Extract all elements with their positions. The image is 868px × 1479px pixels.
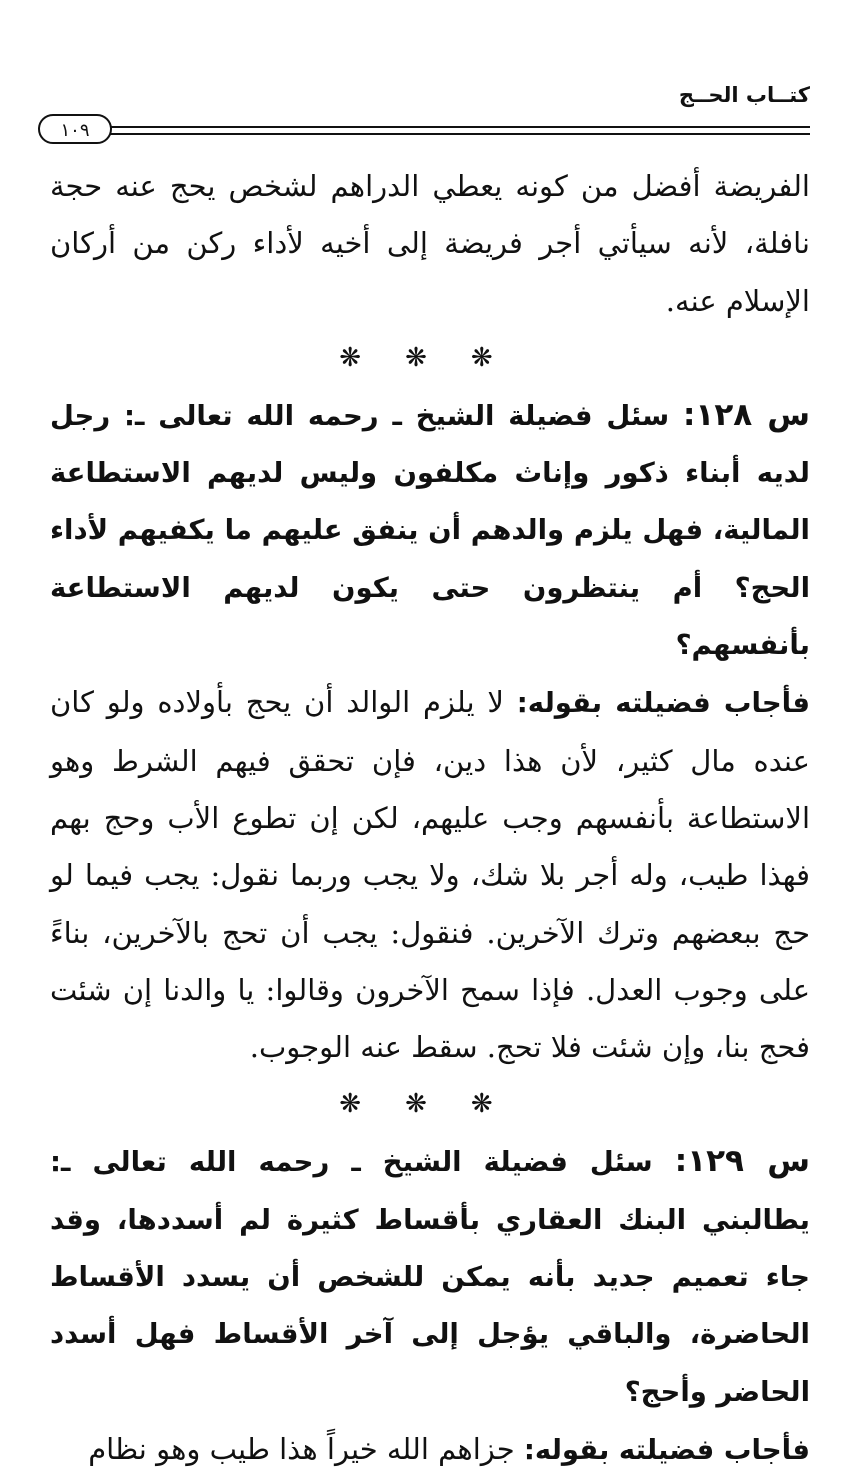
section-separator [50, 1076, 810, 1133]
paragraph-continuation: الفريضة أفضل من كونه يعطي الدراهم لشخص يحج عنه حجة نافلة، لأنه سيأتي أجر فريضة إلى أخيه لأداء ركن من أركان الإسلام عنه. [50, 169, 810, 318]
question-text: سئل فضيلة الشيخ ـ رحمه الله تعالى ـ: يطالبني البنك العقاري بأقساط كثيرة لم أسددها، وقد جاء تعميم جديد بأنه يمكن للشخص أن يسدد الأقساط الحاضرة، والباقي يؤجل إلى آخر الأقساط فهل أسدد الحاضر وأحج؟ [50, 1146, 810, 1408]
asterism-icon: ❋ [405, 342, 455, 373]
header-rule [110, 126, 810, 135]
asterism-icon: ❋ [339, 1089, 390, 1120]
answer-text: لا يلزم الوالد أن يحج بأولاده ولو كان عنده مال كثير، لأن هذا دين، فإن تحقق فيهم الشرط وهو الاستطاعة بأنفسهم وجب عليهم، لكن إن تطوع الأب وحج بهم فهذا طيب، وله أجر بلا شك، ولا يجب وربما نقول: يجب فيما لو حج ببعضهم وترك الآخرين. فنقول: يجب أن تحج بالآخرين، بناءً على وجوب العدل. فإذا سمح الآخرون وقالوا: يا والدنا إن شئت فحج بنا، وإن شئت فلا تحج. سقط عنه الوجوب. [50, 685, 810, 1065]
question-128 [50, 387, 810, 674]
question-129 [50, 1133, 810, 1420]
answer-129 [50, 1421, 810, 1479]
page-content [50, 158, 810, 1479]
answer-lead: فأجاب فضيلته بقوله: [523, 1433, 810, 1466]
answer-128 [50, 674, 810, 1076]
asterism-icon: ❋ [470, 342, 521, 373]
asterism-icon: ❋ [405, 1089, 455, 1120]
section-separator [50, 330, 810, 387]
answer-lead: فأجاب فضيلته بقوله: [516, 687, 811, 720]
question-number: س ١٢٨: [683, 396, 810, 433]
book-title: كتــاب الحــج [678, 83, 810, 107]
page-number: ١٠٩ [38, 114, 112, 144]
asterism-icon: ❋ [339, 342, 390, 373]
answer-text: جزاهم الله خيراً هذا طيب وهو نظام [88, 1431, 515, 1466]
asterism-icon: ❋ [470, 1089, 521, 1120]
question-number: س ١٢٩: [674, 1143, 810, 1180]
question-text: سئل فضيلة الشيخ ـ رحمه الله تعالى ـ: رجل لديه أبناء ذكور وإناث مكلفون وليس لديهم الاستطاعة المالية، فهل يلزم والدهم أن ينفق عليهم ما يكفيهم لأداء الحج؟ أم ينتظرون حتى يكون لديهم الاستطاعة بأنفسهم؟ [50, 399, 810, 662]
